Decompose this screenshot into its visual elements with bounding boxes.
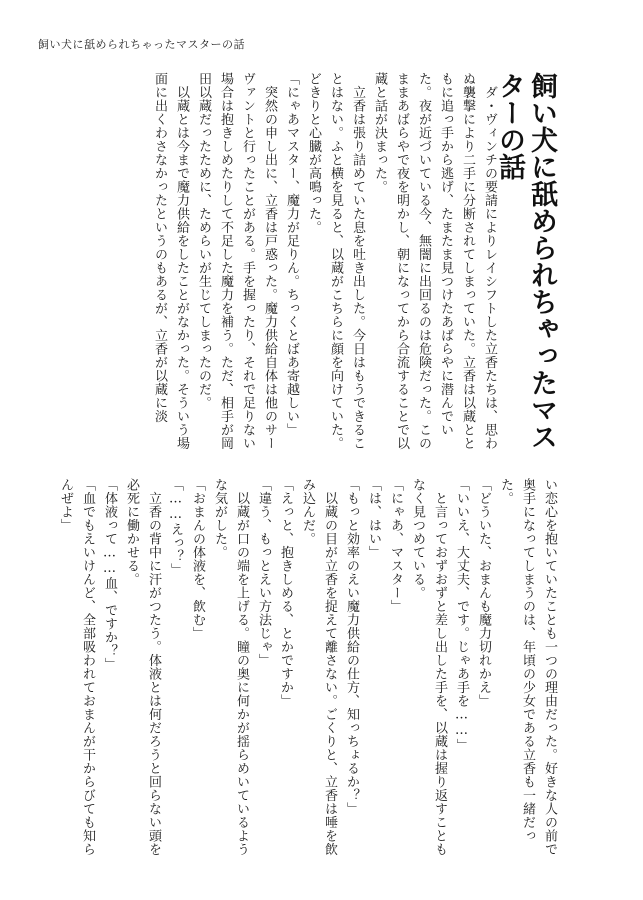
dialogue-line: 「血でもえいけんど、全部吸われておまんが干からびても知らんぜよ」	[58, 478, 95, 856]
story-title: 飼い犬に舐められちゃったマスターの話	[494, 72, 557, 450]
paragraph: 以蔵が口の端を上げる。瞳の奥に何かが揺らめいているような気がした。	[212, 478, 249, 856]
dialogue-line: 「体液って……血、ですか？」	[102, 478, 117, 671]
dialogue-line: 「どういた、おまんも魔力切れかえ」	[476, 478, 491, 708]
dialogue-line: 「にゃあ、マスター」	[388, 478, 403, 613]
paragraph: 以蔵の目が立香を捉えて離さない。ごくりと、立香は唾を飲み込んだ。	[300, 478, 337, 856]
paragraph: 以蔵とは今まで魔力供給をしたことがなかった。そういう場面に出くわさなかったというのもあるが、立香が以蔵に淡	[152, 72, 189, 450]
dialogue-line: 「違う、もっとえい方法じゃ」	[256, 478, 271, 667]
dialogue-line: 「にゃあマスター、魔力が足りん。ちっくとばあ寄越しい」	[284, 72, 299, 437]
dialogue-line: 「いいえ、大丈夫、です。じゃあ手を……」	[454, 478, 469, 752]
text-column-bottom	[60, 478, 560, 858]
paragraph: 立香は張り詰めていた息を吐き出した。今日はもうできることはない。ふと横を見ると、以蔵がこちらに顔を向けていた。どきりと心臓が高鳴った。	[306, 72, 365, 450]
dialogue-line: 「……えっ？」	[168, 478, 183, 577]
paragraph: ダ・ヴィンチの要請によりレイシフトした立香たちは、思わぬ襲撃により二手に分断されてしまっていた。立香は以蔵とともに追っ手から逃げ、たまたま見つけたあばらやに潜んでいた。夜が近づいている今、無闇に出回るのは危険だった。このままあばらやで夜を明かし、朝になってから合流することで以蔵と話が決まった。	[372, 72, 497, 450]
paragraph: い恋心を抱いていたことも一つの理由だった。好きな人の前で奥手になってしまうのは、年頃の少女である立香も一緒だった。	[498, 478, 557, 856]
dialogue-line: 「おまんの体液を、飲む」	[190, 478, 205, 640]
dialogue-line: 「は、はい」	[366, 478, 381, 559]
dialogue-line: 「えっと、抱きしめる、とかですか」	[278, 478, 293, 708]
text-column-top	[60, 72, 500, 452]
paragraph: 立香の背中に汗がつたう。体液とは何だろうと回らない頭を必死に働かせる。	[124, 478, 161, 856]
paragraph: 突然の申し出に、立香は戸惑った。魔力供給自体は他のサーヴァントと行ったことがある。手を握ったり、それで足りない場合は抱きしめたりして不足した魔力を補う。ただ、相手が岡田以蔵だったために、ためらいが生じてしまったのだ。	[196, 72, 277, 450]
running-header: 飼い犬に舐められちゃったマスターの話	[38, 38, 245, 51]
paragraph: と言っておずおずと差し出した手を、以蔵は握り返すこともなく見つめている。	[410, 478, 447, 856]
dialogue-line: 「もっと効率のえい魔力供給の仕方、知っちょるか？」	[344, 478, 359, 816]
